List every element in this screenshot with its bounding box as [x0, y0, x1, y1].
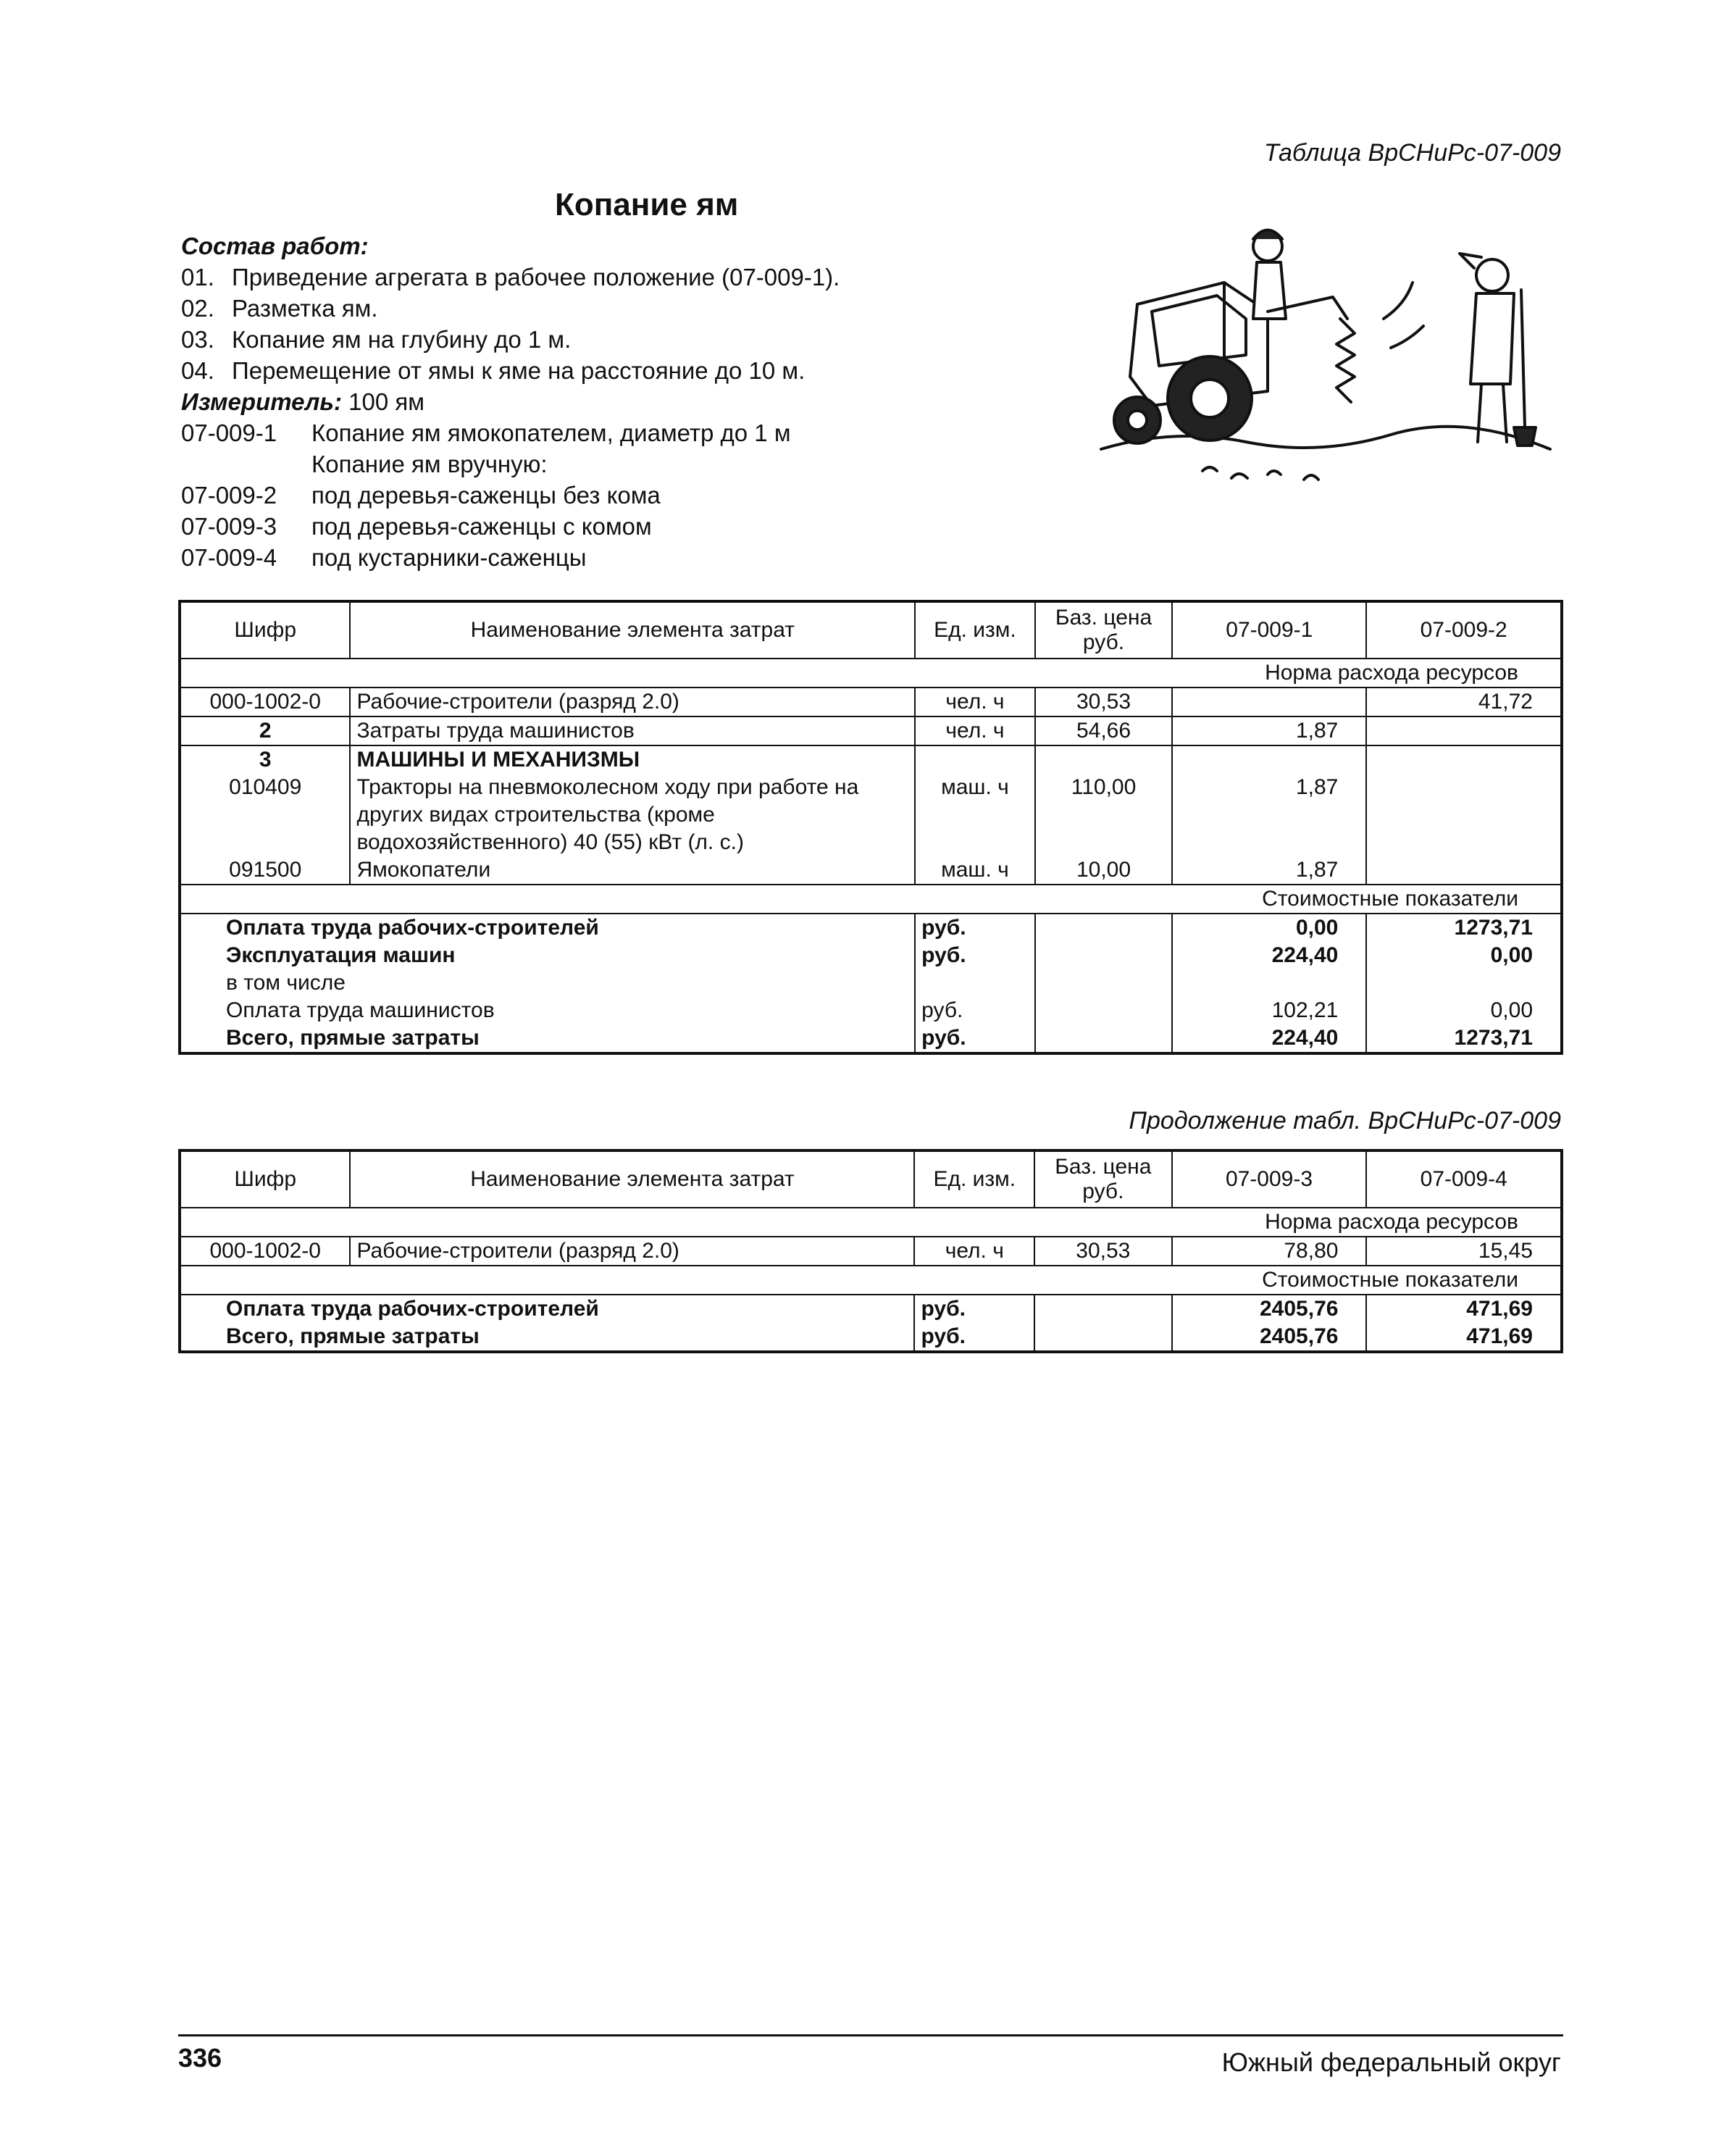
- table-row: [180, 774, 1562, 856]
- tractor-illustration: [1087, 210, 1565, 493]
- header-col2: 07-009-4: [1366, 1150, 1562, 1208]
- cost-unit: руб.: [915, 997, 1035, 1024]
- cost-value: 0,00: [1366, 942, 1562, 969]
- section-row: [180, 659, 1562, 688]
- cost-name: Всего, прямые затраты: [226, 1324, 480, 1348]
- cell-price: 54,66: [1035, 716, 1173, 745]
- header-name: Наименование элемента затрат: [350, 601, 915, 659]
- cost-label: Стоимостные показатели: [1262, 887, 1518, 911]
- cell-value: 1,87: [1172, 856, 1366, 885]
- cell-unit: чел. ч: [915, 688, 1035, 716]
- measure-line: [181, 386, 840, 417]
- measure-value: 100 ям: [348, 388, 424, 415]
- cell-value: [1172, 688, 1366, 716]
- cell-name: Тракторы на пневмоколесном ходу при работе на других видах строительства (кроме водохозяйственного) 40 (55) кВт (л. с.): [350, 774, 915, 856]
- step-number: 03.: [181, 326, 214, 353]
- header-code: Шифр: [180, 601, 350, 659]
- cell-code: 3: [259, 748, 272, 772]
- cost-unit: руб.: [915, 1024, 1035, 1053]
- step-text: Перемещение от ямы к яме на расстояние до 10 м.: [232, 357, 806, 384]
- work-composition: [181, 230, 840, 573]
- step-number: 04.: [181, 357, 214, 384]
- work-item: [181, 448, 840, 480]
- cell-unit: чел. ч: [915, 716, 1035, 745]
- cell-value: 41,72: [1366, 688, 1562, 716]
- cell-value: [1366, 716, 1562, 745]
- cost-name: Эксплуатация машин: [226, 943, 456, 967]
- cost-row: [180, 1024, 1562, 1053]
- section-row: [180, 885, 1562, 914]
- cost-row: [180, 969, 1562, 997]
- table-row: [180, 688, 1562, 716]
- work-item-code: 07-009-1: [181, 419, 277, 446]
- cell-name: Рабочие-строители (разряд 2.0): [350, 688, 915, 716]
- step-text: Разметка ям.: [232, 295, 378, 322]
- cost-unit: руб.: [914, 1323, 1034, 1352]
- cell-code: 000-1002-0: [209, 690, 321, 714]
- section-row: [180, 1208, 1562, 1237]
- cell-value: [1366, 774, 1562, 856]
- table-row: [180, 1237, 1562, 1266]
- norm-label: Норма расхода ресурсов: [1265, 661, 1518, 685]
- header-price: Баз. цена руб.: [1034, 1150, 1171, 1208]
- resource-table-continued: [178, 1149, 1563, 1353]
- norm-label: Норма расхода ресурсов: [1265, 1210, 1518, 1234]
- page-number: 336: [178, 2043, 222, 2073]
- section-row: [180, 1266, 1562, 1295]
- step-item: [181, 355, 840, 386]
- composition-label: Состав работ:: [181, 233, 369, 259]
- header-col1: 07-009-3: [1172, 1150, 1367, 1208]
- cost-value: 0,00: [1366, 997, 1562, 1024]
- cost-name: Оплата труда машинистов: [226, 998, 495, 1022]
- cell-name: Затраты труда машинистов: [350, 716, 915, 745]
- cost-name: Всего, прямые затраты: [226, 1026, 480, 1050]
- measure-label: Измеритель:: [181, 388, 342, 415]
- cost-row: [180, 942, 1562, 969]
- cost-value: 471,69: [1366, 1295, 1562, 1323]
- step-text: Приведение агрегата в рабочее положение (07-009-1).: [232, 264, 840, 291]
- cost-value: 1273,71: [1366, 914, 1562, 942]
- work-item: [181, 417, 840, 448]
- cell-value: [1366, 856, 1562, 885]
- work-item-text: Копание ям вручную:: [311, 451, 548, 477]
- work-item: [181, 480, 840, 511]
- step-item: [181, 262, 840, 293]
- table-row: [180, 856, 1562, 885]
- cell-price: 30,53: [1034, 1237, 1171, 1266]
- cost-unit: руб.: [914, 1295, 1034, 1323]
- table-row: [180, 745, 1562, 774]
- cell-code: 000-1002-0: [209, 1239, 321, 1263]
- work-item-code: [181, 448, 311, 480]
- header-price: Баз. цена руб.: [1035, 601, 1173, 659]
- cell-value: 1,87: [1172, 716, 1366, 745]
- header-unit: Ед. изм.: [914, 1150, 1034, 1208]
- work-item-text: Копание ям ямокопателем, диаметр до 1 м: [311, 419, 791, 446]
- cell-unit: маш. ч: [915, 856, 1035, 885]
- table-row: [180, 716, 1562, 745]
- work-item-text: под кустарники-саженцы: [311, 544, 587, 571]
- cell-code: 010409: [229, 775, 302, 799]
- table-header-row: [180, 1150, 1562, 1208]
- step-number: 02.: [181, 295, 214, 322]
- cost-name: Оплата труда рабочих-строителей: [226, 916, 599, 940]
- cost-value: 471,69: [1366, 1323, 1562, 1352]
- cost-value: 2405,76: [1172, 1295, 1367, 1323]
- cell-value: 1,87: [1172, 774, 1366, 856]
- cell-name: Рабочие-строители (разряд 2.0): [350, 1237, 914, 1266]
- work-item-text: под деревья-саженцы без кома: [311, 482, 661, 509]
- footer-divider: [178, 2034, 1563, 2036]
- work-item-text: под деревья-саженцы с комом: [311, 513, 652, 540]
- cost-value: 102,21: [1172, 997, 1366, 1024]
- cell-code: 091500: [229, 858, 302, 882]
- cell-name: Ямокопатели: [350, 856, 915, 885]
- cell-price: 10,00: [1035, 856, 1173, 885]
- cell-price: 30,53: [1035, 688, 1173, 716]
- header-code: Шифр: [180, 1150, 350, 1208]
- header-name: Наименование элемента затрат: [350, 1150, 914, 1208]
- cost-value: 2405,76: [1172, 1323, 1367, 1352]
- footer-text: Южный федеральный округ: [1221, 2047, 1561, 2077]
- cell-value: 15,45: [1366, 1237, 1562, 1266]
- step-text: Копание ям на глубину до 1 м.: [232, 326, 572, 353]
- header-unit: Ед. изм.: [915, 601, 1035, 659]
- resource-table: [178, 600, 1563, 1055]
- cell-code: 2: [259, 719, 272, 743]
- step-item: [181, 293, 840, 324]
- cost-value: 224,40: [1172, 1024, 1366, 1053]
- cost-label: Стоимостные показатели: [1262, 1268, 1518, 1292]
- cost-unit: руб.: [915, 942, 1035, 969]
- cost-name: Оплата труда рабочих-строителей: [226, 1297, 599, 1321]
- table-caption: Таблица ВрСНиРс-07-009: [1263, 139, 1561, 167]
- cost-row: [180, 1323, 1562, 1352]
- work-item-code: 07-009-2: [181, 482, 277, 509]
- header-col1: 07-009-1: [1172, 601, 1366, 659]
- step-item: [181, 324, 840, 355]
- cell-unit: маш. ч: [915, 774, 1035, 856]
- cell-value: 78,80: [1172, 1237, 1367, 1266]
- cost-unit: руб.: [915, 914, 1035, 942]
- cell-unit: чел. ч: [914, 1237, 1034, 1266]
- table-header-row: [180, 601, 1562, 659]
- work-item-code: 07-009-3: [181, 513, 277, 540]
- work-item: [181, 542, 840, 573]
- cost-row: [180, 997, 1562, 1024]
- cost-value: 224,40: [1172, 942, 1366, 969]
- cost-name: в том числе: [226, 971, 346, 995]
- work-item-code: 07-009-4: [181, 544, 277, 571]
- work-item: [181, 511, 840, 542]
- cost-row: [180, 914, 1562, 942]
- table-caption: Продолжение табл. ВрСНиРс-07-009: [1129, 1107, 1561, 1135]
- cost-row: [180, 1295, 1562, 1323]
- cost-value: 0,00: [1172, 914, 1366, 942]
- cell-price: 110,00: [1035, 774, 1173, 856]
- header-col2: 07-009-2: [1366, 601, 1562, 659]
- page-title: Копание ям: [555, 187, 739, 222]
- cell-name: МАШИНЫ И МЕХАНИЗМЫ: [350, 745, 915, 774]
- cost-value: 1273,71: [1366, 1024, 1562, 1053]
- step-number: 01.: [181, 264, 214, 291]
